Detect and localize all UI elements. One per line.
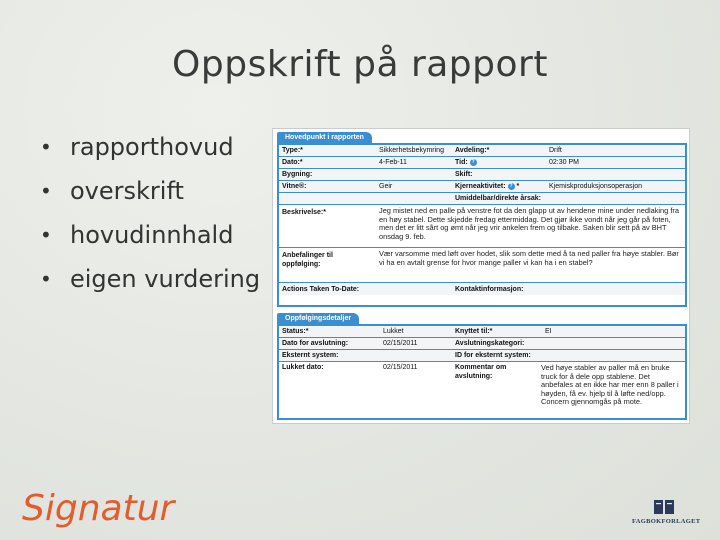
form-row-vitne (279, 181, 685, 193)
dato-value: 4-Feb-11 (379, 159, 407, 166)
dato-label: Dato:* (282, 159, 303, 166)
kontakt-label: Kontaktinformasjon: (455, 286, 524, 293)
dato-avslutning-value: 02/15/2011 (383, 340, 418, 347)
tid-label: Tid: ? (455, 158, 475, 166)
kommentar-text: Ved høye stabler av paller må en bruke truck for å dele opp stablene. Det anbefales at en ikke har mer enn 8 paller i høyden, få ev. hjelp til å løfte ned/opp. Concern gjennomgås på mote. (541, 363, 679, 407)
kjerneaktivitet-value: Kjemiskproduksjonsoperasjon (549, 183, 642, 190)
help-icon[interactable]: ? (509, 182, 513, 189)
form-row-dato (279, 157, 685, 169)
lukket-label: Lukket dato: (282, 364, 324, 371)
anbefalinger-text: Vær varsomme med løft over hodet, slik som dette med å ta ned paller fra høye stabler. Bør vi ha en avtalt grense for hvor mange paller vi kan ha i en stabel? (379, 249, 679, 267)
vitne-value: Geir (379, 183, 393, 190)
kommentar-label: Kommentar om avslutning: (455, 364, 507, 380)
bullet-item (40, 176, 260, 220)
bullet-dot: • (40, 267, 52, 291)
kjerneaktivitet-label: Kjerneaktivitet: ? * (455, 182, 520, 190)
bullet-list (40, 132, 260, 308)
actions-label: Actions Taken To-Date: (282, 286, 360, 293)
knyttet-label: Knyttet til:* (455, 328, 493, 335)
section-followup (277, 324, 687, 420)
bullet-dot: • (40, 223, 52, 247)
bullet-text: hovudinnhald (70, 221, 234, 249)
status-value: Lukket (383, 328, 404, 335)
section-tab-main: Hovedpunkt i rapporten (277, 132, 372, 143)
form-row-beskrivelse (279, 205, 685, 248)
id-eksternt-label: ID for eksternt system: (455, 352, 531, 359)
eksternt-label: Eksternt system: (282, 352, 339, 359)
bullet-item (40, 132, 260, 176)
umiddelbar-label: Umiddelbar/direkte årsak: (455, 195, 541, 202)
form-row-dato-avslutning (279, 338, 685, 350)
bullet-item (40, 220, 260, 264)
form-row-actions (279, 283, 685, 295)
book-icon (653, 498, 675, 516)
bullet-dot: • (40, 179, 52, 203)
help-icon[interactable]: ? (471, 158, 475, 165)
form-row-type (279, 145, 685, 157)
beskrivelse-label: Beskrivelse:* (282, 209, 326, 216)
lukket-value: 02/15/2011 (383, 364, 418, 371)
form-row-status (279, 326, 685, 338)
slide-title: Oppskrift på rapport (172, 44, 548, 85)
skift-label: Skift: (455, 171, 473, 178)
vitne-label: Vitne®: (282, 183, 307, 190)
form-row-anbefalinger (279, 248, 685, 283)
knyttet-value: EI (545, 328, 552, 335)
bullet-text: rapporthovud (70, 133, 234, 161)
form-row-umiddelbar (279, 193, 685, 205)
form-row-bygning (279, 169, 685, 181)
avdeling-value: Drift (549, 147, 562, 154)
bullet-dot: • (40, 135, 52, 159)
signatur-logo: Signatur (22, 488, 175, 529)
publisher-name: FAGBOKFORLAGET (632, 518, 701, 525)
status-label: Status:* (282, 328, 309, 335)
publisher-logo (632, 498, 701, 525)
avdeling-label: Avdeling:* (455, 147, 490, 154)
bullet-text: eigen vurdering (70, 265, 261, 293)
tid-value: 02:30 PM (549, 159, 579, 166)
section-main (277, 143, 687, 307)
type-label: Type:* (282, 147, 303, 154)
type-value: Sikkerhetsbekymring (379, 147, 444, 154)
form-row-lukket (279, 362, 685, 417)
bygning-label: Bygning: (282, 171, 313, 178)
form-row-eksternt (279, 350, 685, 362)
bullet-text: overskrift (70, 177, 184, 205)
section-tab-followup: Oppfølgingsdetaljer (277, 313, 359, 324)
avslutningskategori-label: Avslutningskategori: (455, 340, 525, 347)
beskrivelse-text: Jeg mistet ned en palle på venstre fot da den glapp ut av hendene mine under nedlaking fra en høy stabel. Dette skjedde fredag ettermiddag. Det gjør ikke vondt når jeg går på foten, men det er litt sårt og ømt når jeg vrir ankelen frem og tilbake. Saken blir sett på av BHT onsdag 9. feb. (379, 206, 679, 241)
dato-avslutning-label: Dato for avslutning: (282, 340, 349, 347)
report-form-screenshot (272, 128, 690, 424)
anbefalinger-label: Anbefalinger til oppfølging: (282, 252, 333, 268)
bullet-item (40, 264, 260, 308)
